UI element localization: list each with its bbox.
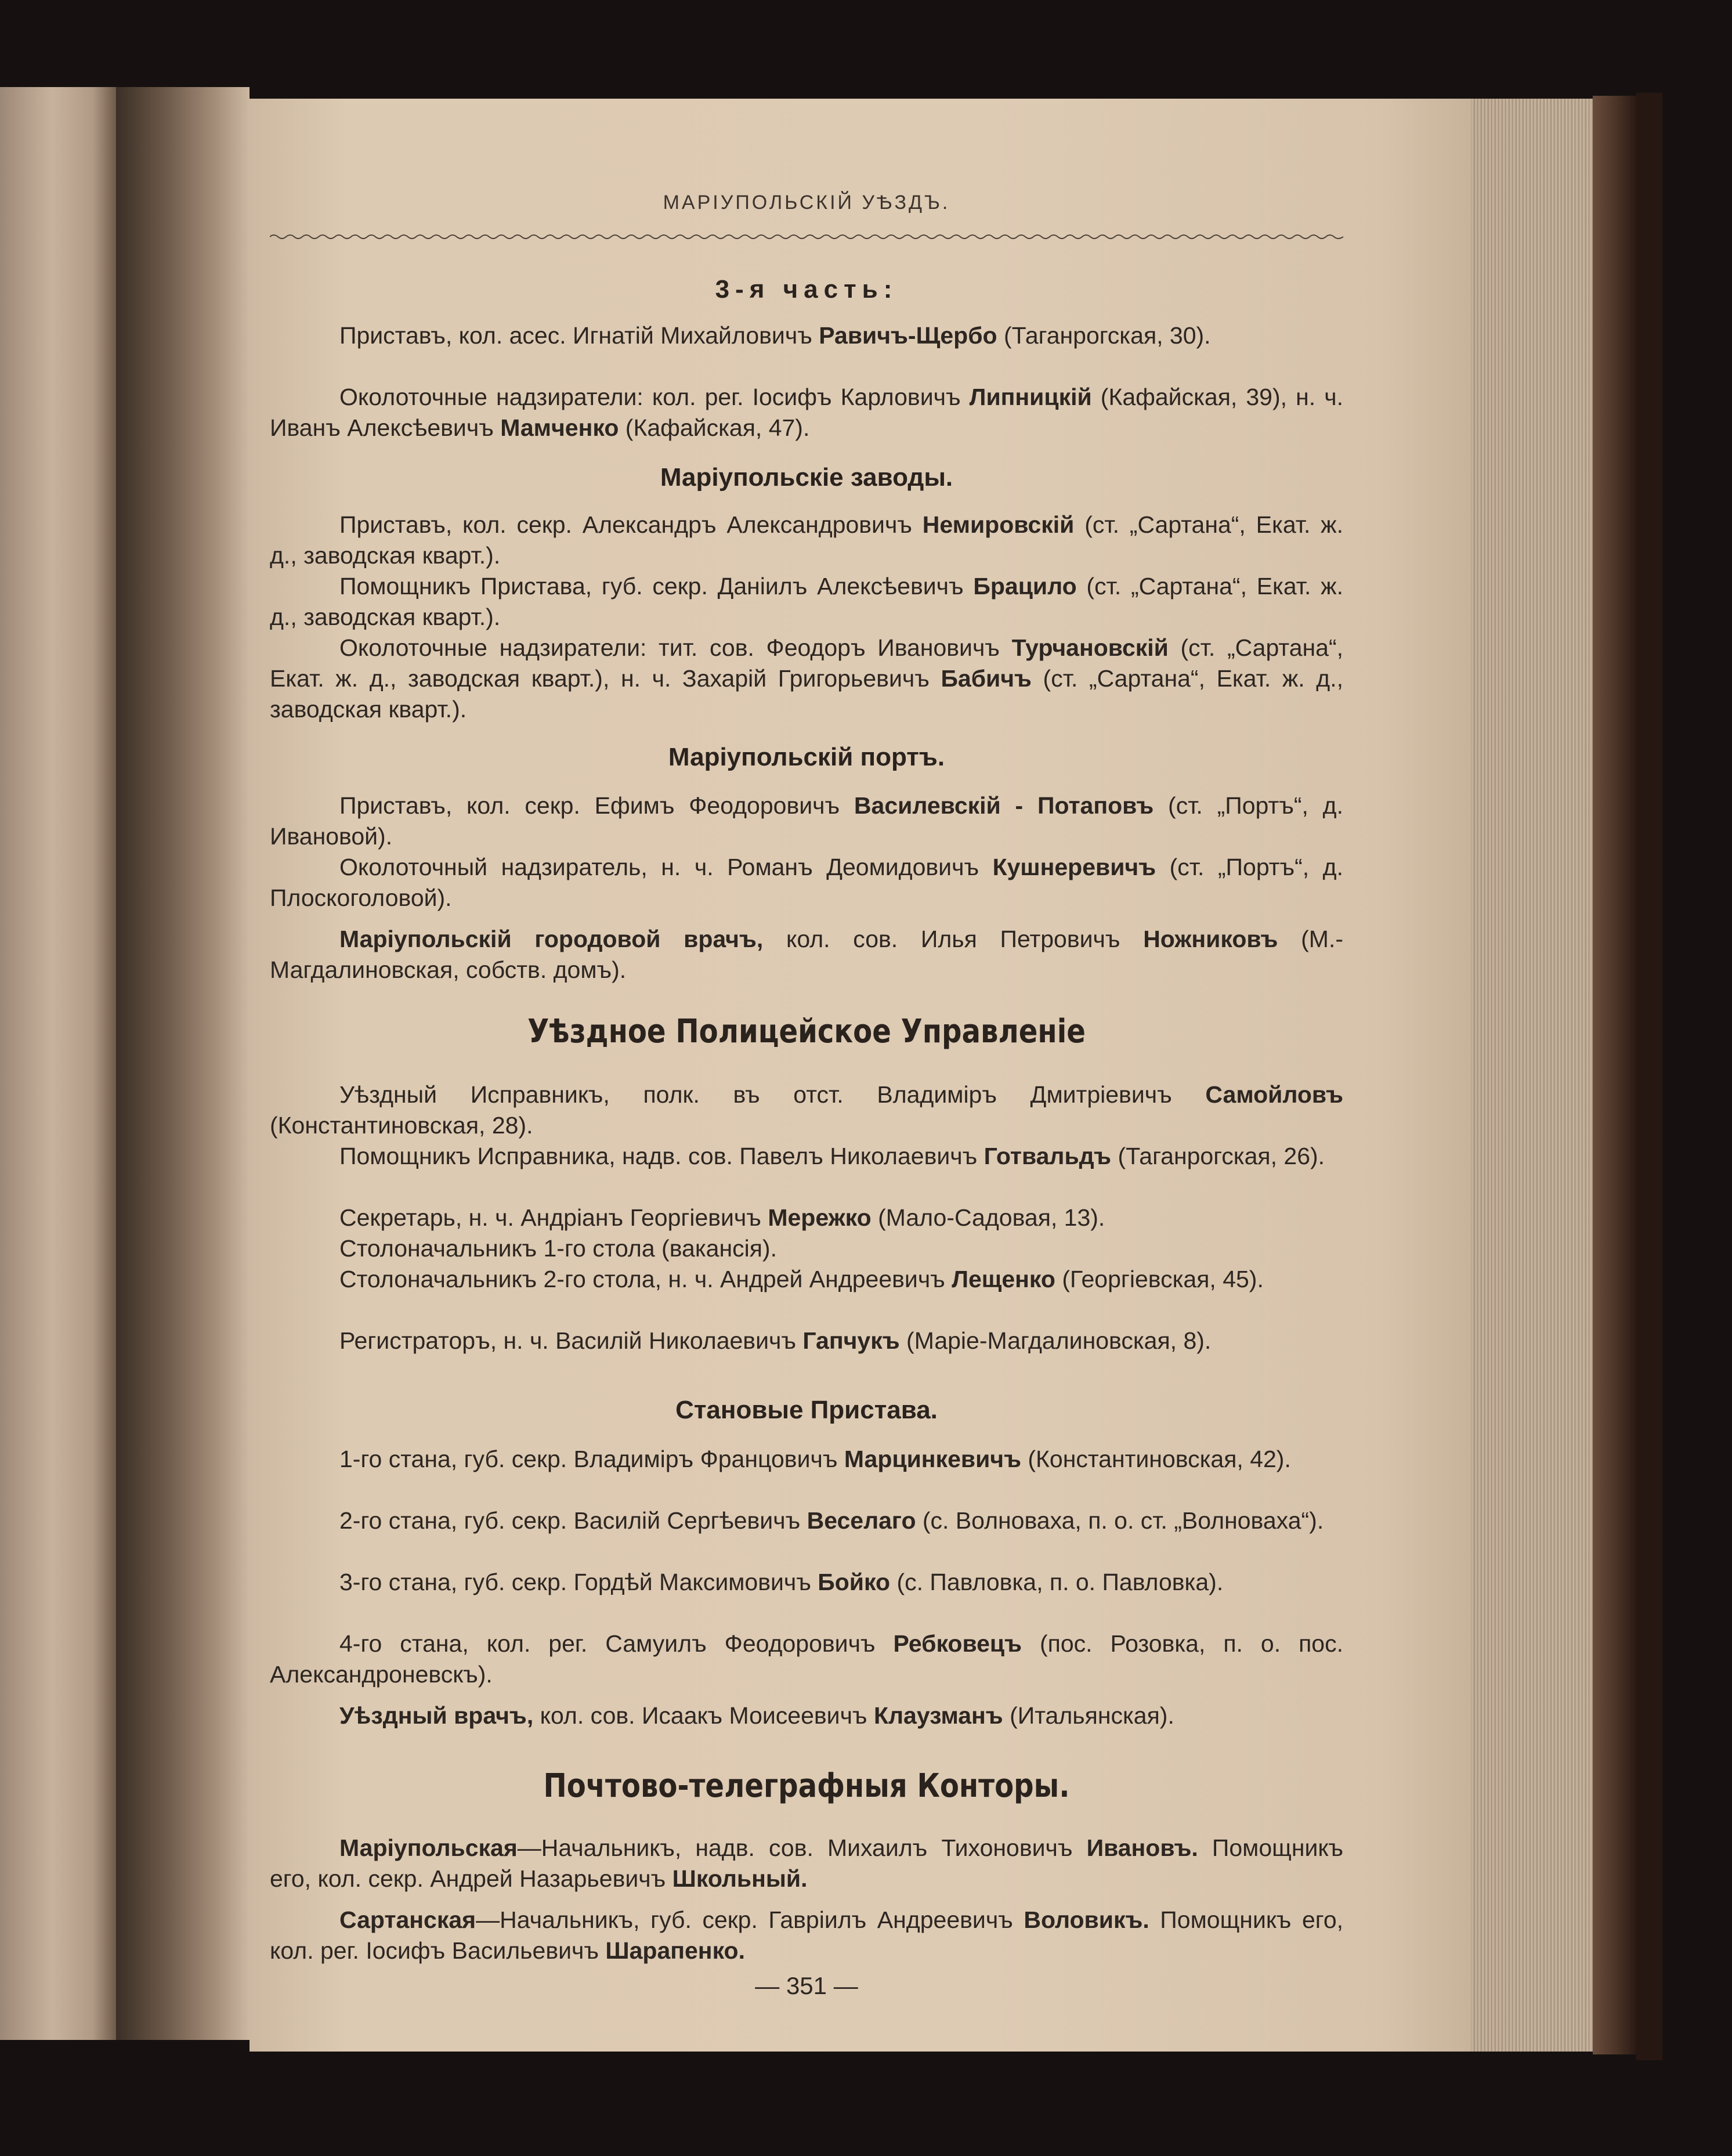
bold-name: Школьный. (672, 1865, 808, 1892)
section-title-zavody: Маріупольскіе заводы. (660, 463, 953, 492)
text-run: (ст. „Портъ“, д. Плоскоголовой). (270, 854, 1343, 911)
text-run: (Итальянская). (1003, 1702, 1174, 1729)
bold-name: Самойловъ (1205, 1081, 1343, 1108)
text-run: (Маріе-Магдалиновская, 8). (899, 1327, 1212, 1354)
running-header: МАРІУПОЛЬСКІЙ УѢЗДЪ. (663, 192, 950, 214)
bold-name: Кушнеревичъ (992, 854, 1156, 880)
bold-name: Лещенко (952, 1266, 1055, 1292)
text-run: Секретарь, н. ч. Андріанъ Георгіевичъ (339, 1204, 768, 1231)
text-run: (ст. „Портъ“, д. Ивановой). (270, 792, 1343, 850)
text-run: 4-го стана, кол. рег. Самуилъ Феодоровичъ (339, 1630, 894, 1657)
text-run: —Начальникъ, надв. сов. Михаилъ Тихоновичъ (517, 1834, 1087, 1861)
bold-name: Мережко (768, 1204, 872, 1231)
page-stack-edges (1471, 99, 1593, 2052)
entry-uezdny-vrach (270, 1700, 1343, 1731)
entry-stan-2 (270, 1505, 1343, 1536)
entry-pristav-zavody (270, 510, 1343, 571)
entry-nadzirateli-zavody (270, 633, 1343, 725)
text-run: (пос. Розовка, п. о. пос. Александроневскъ). (270, 1630, 1343, 1688)
bold-name: Клаузманъ (873, 1702, 1003, 1729)
text-run: (Мало-Садовая, 13). (871, 1204, 1105, 1231)
entry-stan-4 (270, 1628, 1343, 1690)
text-run: 2-го стана, губ. секр. Василій Сергѣевичъ (339, 1507, 807, 1534)
entry-gorodovoy-vrach (270, 924, 1343, 985)
bold-name: Липницкій (969, 384, 1092, 410)
wavy-rule (270, 232, 1343, 241)
entry-sartanskaya-kontora (270, 1905, 1343, 1966)
bold-name: Сартанская (339, 1906, 476, 1933)
left-page-edge (0, 87, 116, 2040)
bold-name: Мамченко (500, 414, 619, 441)
bold-name: Маріупольская (339, 1834, 518, 1861)
text-run: кол. сов. Исаакъ Моисеевичъ (533, 1702, 874, 1729)
bold-name: Гапчукъ (802, 1327, 900, 1354)
text-run: (М.-Магдалиновская, собств. домъ). (270, 926, 1343, 983)
bold-name: Воловикъ. (1024, 1906, 1149, 1933)
text-run: (Кафайская, 39), н. ч. Иванъ Алексѣевичъ (270, 384, 1343, 441)
bold-name: Василевскій - Потаповъ (854, 792, 1154, 819)
entry-registrator (270, 1326, 1343, 1356)
entry-mariupolskaya-kontora (270, 1833, 1343, 1894)
text-run: (с. Волноваха, п. о. ст. „Волноваха“). (916, 1507, 1324, 1534)
entry-nadziratel-port (270, 852, 1343, 913)
book-cover-edge (1636, 93, 1662, 2060)
bold-name: Бойко (818, 1569, 891, 1595)
text-run: Помощникъ его, кол. рег. Іосифъ Васильевичъ (270, 1906, 1344, 1964)
bold-name: Ребковецъ (893, 1630, 1022, 1657)
text-run: (Георгіевская, 45). (1055, 1266, 1264, 1292)
entry-pristav-port (270, 790, 1343, 852)
entry-nadzirateli-part3 (270, 382, 1343, 443)
text-run: Приставъ, кол. асес. Игнатій Михайловичъ (339, 322, 819, 349)
text-run: Околоточный надзиратель, н. ч. Романъ Деомидовичъ (339, 854, 993, 880)
text-run: (Константиновская, 28). (270, 1112, 533, 1139)
entry-pomoshchnik-ispravnika (270, 1141, 1343, 1172)
text-run: (Таганрогская, 30). (997, 322, 1211, 349)
text-run: Приставъ, кол. секр. Александръ Александровичъ (339, 511, 923, 538)
page-number: — 351 — (755, 1972, 858, 1999)
text-run: —Начальникъ, губ. секр. Гавріилъ Андреевичъ (476, 1906, 1024, 1933)
text-run: кол. сов. Илья Петровичъ (763, 926, 1144, 952)
bold-name: Турчановскій (1011, 634, 1169, 661)
entry-stan-1 (270, 1444, 1343, 1475)
bold-name: Равичъ-Щербо (819, 322, 997, 349)
bold-name: Веселаго (807, 1507, 916, 1534)
text-run: Регистраторъ, н. ч. Василій Николаевичъ (339, 1327, 803, 1354)
section-title-port: Маріупольскій портъ. (668, 743, 945, 771)
text-run: Помощникъ его, кол. секр. Андрей Назарьевичъ (270, 1834, 1343, 1892)
text-run: (ст. „Сартана“, Екат. ж. д., заводская кварт.). (270, 511, 1343, 569)
entry-stolonachalnik-1 (270, 1233, 1343, 1264)
bold-name: Шарапенко. (605, 1937, 745, 1964)
text-run: (Таганрогская, 26). (1111, 1143, 1325, 1169)
text-run: Уѣздный Исправникъ, полк. въ отст. Владиміръ Дмитріевичъ (339, 1081, 1206, 1108)
bold-name: Марцинкевичъ (844, 1446, 1021, 1472)
text-run: (ст. „Сартана“, Екат. ж. д., заводская кварт.). (270, 665, 1343, 723)
text-run: (Константиновская, 42). (1021, 1446, 1291, 1472)
entry-sekretar (270, 1202, 1343, 1233)
page-stack-shadow (1593, 96, 1636, 2054)
section-title-pochta: Почтово-телеграфныя Конторы. (543, 1767, 1070, 1805)
bold-name: Уѣздный врачъ, (339, 1702, 534, 1729)
text-run: Околоточные надзиратели: тит. сов. Феодоръ Ивановичъ (339, 634, 1012, 661)
text-run: Столоначальникъ 2-го стола, н. ч. Андрей Андреевичъ (339, 1266, 952, 1292)
book-gutter (116, 87, 250, 2040)
text-run: Столоначальникъ 1-го стола (вакансія). (339, 1235, 777, 1262)
section-title-upravlenie: Уѣздное Полицейское Управленіе (527, 1013, 1086, 1050)
text-run: Помощникъ Пристава, губ. секр. Даніилъ Алексѣевичъ (339, 573, 974, 600)
bold-name: Ножниковъ (1143, 926, 1278, 952)
entry-ispravnik (270, 1079, 1343, 1141)
text-run: Помощникъ Исправника, надв. сов. Павелъ Николаевичъ (339, 1143, 984, 1169)
section-title-stanovye: Становые Пристава. (675, 1396, 938, 1424)
entry-stan-3 (270, 1567, 1343, 1598)
text-run: Околоточные надзиратели: кол. рег. Іосифъ Карловичъ (339, 384, 970, 410)
text-run: (Кафайская, 47). (619, 414, 810, 441)
text-run: 1-го стана, губ. секр. Владиміръ Францовичъ (339, 1446, 844, 1472)
bold-name: Немировскій (922, 511, 1075, 538)
section-title-part3: 3-я часть: (715, 275, 898, 304)
entry-pomoshchnik-zavody (270, 571, 1343, 633)
text-run: 3-го стана, губ. секр. Гордѣй Максимовичъ (339, 1569, 818, 1595)
bold-name: Бабичъ (941, 665, 1032, 692)
bold-name: Маріупольскій городовой врачъ, (339, 926, 764, 952)
bold-name: Готвальдъ (983, 1143, 1112, 1169)
entry-pristav-part3 (270, 320, 1343, 351)
bold-name: Брацило (973, 573, 1077, 600)
entry-stolonachalnik-2 (270, 1264, 1343, 1295)
text-run: (ст. „Сартана“, Екат. ж. д., заводская кварт.). (270, 573, 1343, 630)
text-run: (ст. „Сартана“, Екат. ж. д., заводская кварт.), н. ч. Захарій Григорьевичъ (270, 634, 1343, 692)
text-run: Приставъ, кол. секр. Ефимъ Феодоровичъ (339, 792, 854, 819)
bold-name: Ивановъ. (1086, 1834, 1198, 1861)
text-run: (с. Павловка, п. о. Павловка). (890, 1569, 1224, 1595)
